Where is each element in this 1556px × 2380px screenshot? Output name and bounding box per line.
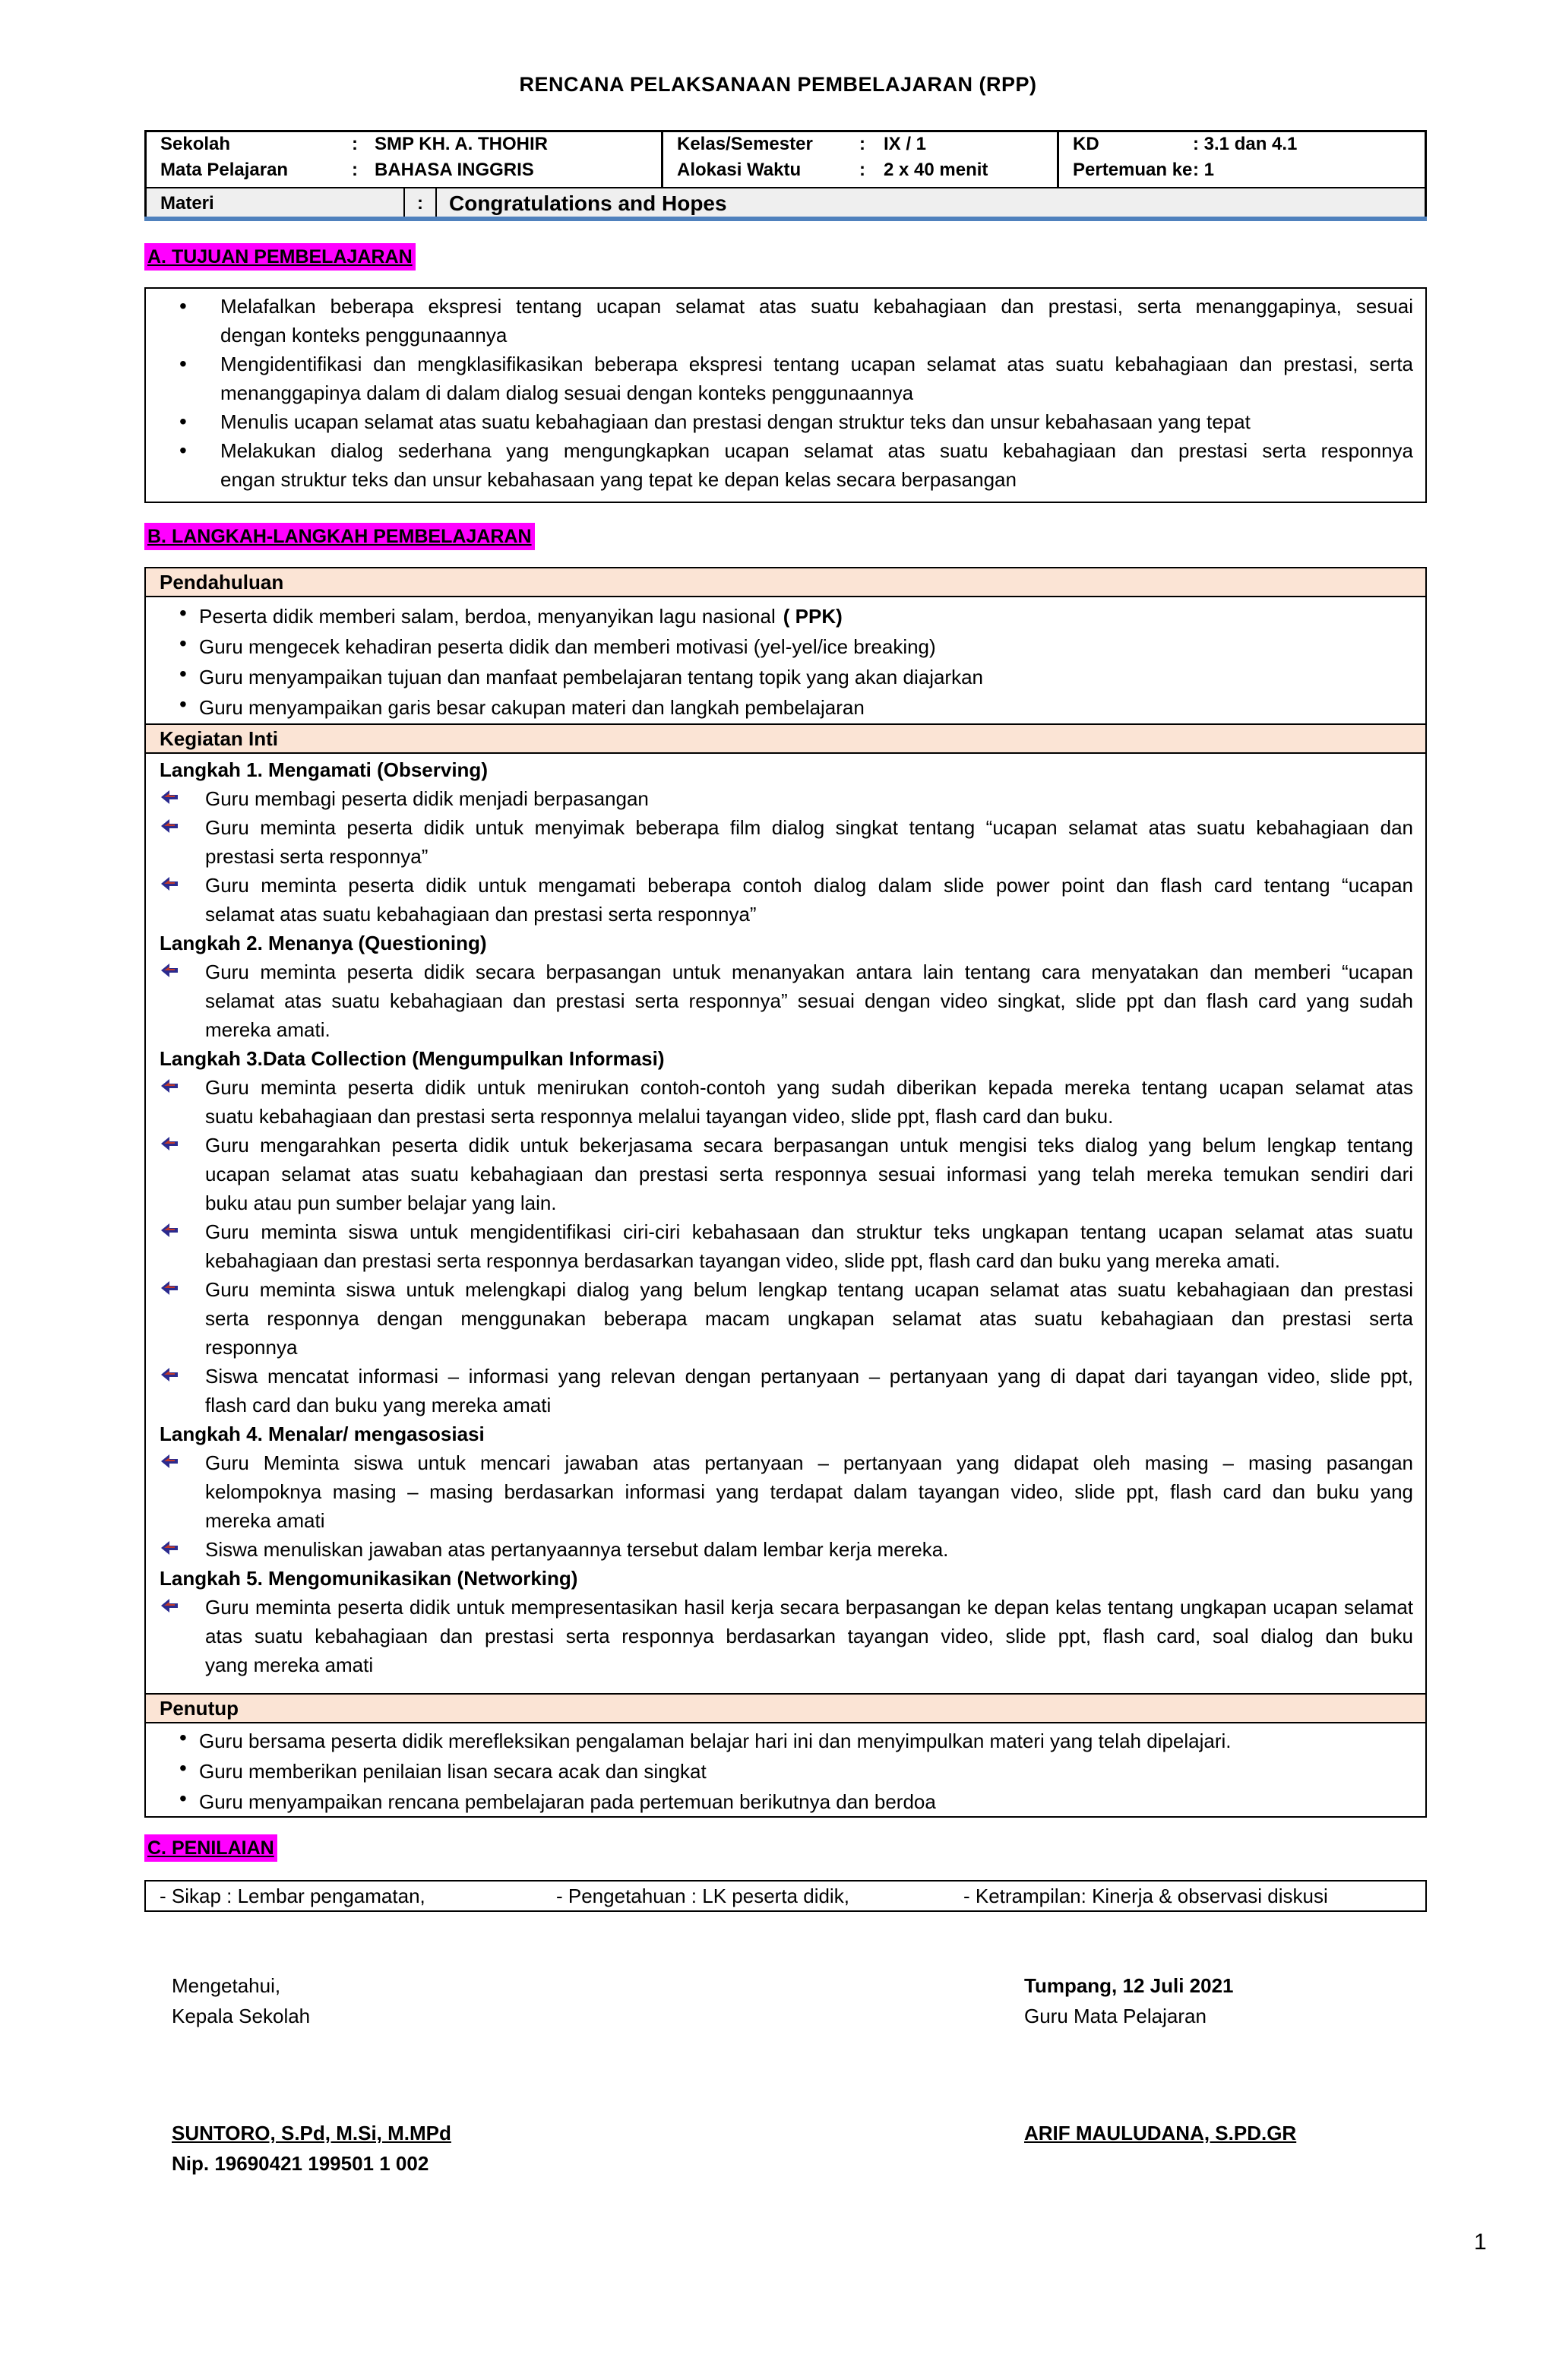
- section-a-heading: A. TUJUAN PEMBELAJARAN: [144, 243, 416, 271]
- meeting-label: Pertemuan ke: [1073, 160, 1193, 180]
- class-value: IX / 1: [884, 134, 927, 154]
- phase-pendahuluan: Pendahuluan: [144, 567, 1427, 597]
- step-item-line: Guru Meminta siswa untuk mencari jawaban atas pertanyaan – pertanyaan yang didapat oleh masing – masing pasangan: [205, 1451, 1413, 1474]
- materi-label: Materi: [160, 193, 214, 214]
- objective-2-line: menanggapinya dalam di dalam dialog sesuai dengan konteks penggunaannya: [220, 381, 914, 404]
- step-item-line: serta responnya dengan menggunakan beberapa macam ungkapan selamat atas suatu kebahagiaan dan prestasi serta: [205, 1307, 1413, 1330]
- step-item-line: selamat atas suatu kebahagiaan dan prestasi serta responnya” sesuai dengan video singkat, slide ppt dan flash card yang sudah: [205, 989, 1413, 1012]
- header-accent-bar: [144, 217, 1427, 221]
- sig-left-line1: Mengetahui,: [172, 1974, 281, 1997]
- step-title: Langkah 2. Menanya (Questioning): [160, 932, 487, 954]
- step-item-line: flash card dan buku yang mereka amati: [205, 1394, 552, 1416]
- penutup-item: Guru menyampaikan rencana pembelajaran pada pertemuan berikutnya dan berdoa: [199, 1790, 936, 1813]
- pendahuluan-bullet-icon: •: [179, 662, 187, 685]
- pendahuluan-bullet-icon: •: [179, 631, 187, 655]
- objective-4-line: Melakukan dialog sederhana yang mengungkapkan ucapan selamat atas suatu kebahagiaan dan prestasi serta responnya: [220, 439, 1413, 462]
- phase-kegiatan-inti: Kegiatan Inti: [144, 723, 1427, 754]
- step-item-line: buku atau pun sumber belajar yang lain.: [205, 1192, 557, 1214]
- step-arrow-icon: [160, 874, 179, 894]
- step-item-line: prestasi serta responnya”: [205, 845, 429, 868]
- step-item-line: selamat atas suatu kebahagiaan dan prestasi serta responnya”: [205, 903, 757, 926]
- step-arrow-icon: [160, 1451, 179, 1471]
- objective-bullet-icon: •: [179, 438, 187, 462]
- step-item-line: yang mereka amati: [205, 1654, 374, 1676]
- penutup-bullet-icon: •: [179, 1726, 187, 1749]
- assessment-ketrampilan: - Ketrampilan: Kinerja & observasi diskusi: [963, 1885, 1328, 1907]
- step-arrow-icon: [160, 1076, 179, 1096]
- objective-bullet-icon: •: [179, 352, 187, 375]
- step-arrow-icon: [160, 1365, 179, 1385]
- step-title: Langkah 3.Data Collection (Mengumpulkan Informasi): [160, 1047, 665, 1070]
- section-b-heading: B. LANGKAH-LANGKAH PEMBELAJARAN: [144, 523, 535, 550]
- school-colon: :: [352, 134, 358, 154]
- time-value: 2 x 40 menit: [884, 160, 988, 180]
- step-arrow-icon: [160, 1278, 179, 1298]
- pendahuluan-item: Peserta didik memberi salam, berdoa, menyanyikan lagu nasional ( PPK): [199, 605, 843, 628]
- materi-row: [147, 187, 1425, 219]
- step-title: Langkah 5. Mengomunikasikan (Networking): [160, 1567, 578, 1590]
- step-item-line: Siswa menuliskan jawaban atas pertanyaannya tersebut dalam lembar kerja mereka.: [205, 1538, 949, 1561]
- step-item-line: Siswa mencatat informasi – informasi yang relevan dengan pertanyaan – pertanyaan yang di dapat dari tayangan video, slide ppt,: [205, 1365, 1413, 1388]
- step-item-line: Guru meminta siswa untuk mengidentifikasi ciri-ciri kebahasaan dan struktur teks ungkapan tentang ucapan selamat atas suatu: [205, 1220, 1413, 1243]
- penutup-item: Guru memberikan penilaian lisan secara acak dan singkat: [199, 1760, 707, 1783]
- kd-value: : 3.1 dan 4.1: [1193, 134, 1298, 154]
- step-item-line: Guru meminta peserta didik untuk menirukan contoh-contoh yang sudah diberikan kepada mereka tentang ucapan selamat atas: [205, 1076, 1413, 1099]
- page-number: 1: [1474, 2230, 1487, 2255]
- objective-bullet-icon: •: [179, 294, 187, 318]
- subject-colon: :: [352, 160, 358, 180]
- step-item-line: atas suatu kebahagiaan dan prestasi serta responnya berdasarkan tayangan video, slide ppt, flash card, soal dialog dan buku: [205, 1625, 1413, 1647]
- sig-left-line2: Kepala Sekolah: [172, 2005, 311, 2027]
- pendahuluan-item: Guru mengecek kehadiran peserta didik dan memberi motivasi (yel-yel/ice breaking): [199, 635, 936, 658]
- pendahuluan-bullet-icon: •: [179, 601, 187, 625]
- sig-left-nip: Nip. 19690421 199501 1 002: [172, 2152, 429, 2175]
- meeting-value: : 1: [1193, 160, 1215, 180]
- assessment-sikap: - Sikap : Lembar pengamatan,: [160, 1885, 425, 1907]
- step-arrow-icon: [160, 816, 179, 836]
- step-item-line: Guru meminta peserta didik untuk mengamati beberapa contoh dialog dalam slide power point dan flash card tentang “ucapan: [205, 874, 1413, 897]
- header-col-class: [663, 132, 1059, 187]
- materi-value: Congratulations and Hopes: [449, 191, 727, 215]
- phase-penutup: Penutup: [144, 1693, 1427, 1723]
- header-col-school: [147, 132, 663, 187]
- step-item-line: kelompoknya masing – masing berdasarkan informasi yang terdapat dalam tayangan video, slide ppt, flash card dan buku yang: [205, 1480, 1413, 1503]
- penutup-bullet-icon: •: [179, 1787, 187, 1810]
- step-item-line: Guru meminta peserta didik secara berpasangan untuk menanyakan antara lain tentang cara menyatakan dan memberi “ucapan: [205, 961, 1413, 983]
- materi-colon: :: [417, 193, 423, 214]
- step-item-line: mereka amati.: [205, 1018, 330, 1041]
- class-colon: :: [859, 134, 865, 154]
- time-label: Alokasi Waktu: [677, 160, 802, 180]
- sig-right-name: ARIF MAULUDANA, S.PD.GR: [1024, 2122, 1297, 2144]
- sig-right-line2: Guru Mata Pelajaran: [1024, 2005, 1207, 2027]
- step-item-line: kebahagiaan dan prestasi serta responnya berdasarkan tayangan video, slide ppt, flash card dan buku yang mereka amati.: [205, 1249, 1281, 1272]
- subject-label: Mata Pelajaran: [160, 160, 289, 180]
- step-arrow-icon: [160, 1596, 179, 1616]
- step-item-line: suatu kebahagiaan dan prestasi serta responnya melalui tayangan video, slide ppt, flash card dan buku.: [205, 1105, 1114, 1128]
- time-colon: :: [859, 160, 865, 180]
- step-item-line: mereka amati: [205, 1509, 325, 1532]
- ppk-label: ( PPK): [783, 605, 843, 628]
- step-title: Langkah 1. Mengamati (Observing): [160, 758, 488, 781]
- objective-4-line: engan struktur teks dan unsur kebahasaan yang tepat ke depan kelas secara berpasangan: [220, 468, 1017, 491]
- objective-1-line: Melafalkan beberapa ekspresi tentang ucapan selamat atas suatu kebahagiaan dan prestasi, serta menanggapinya, sesuai: [220, 295, 1413, 318]
- section-c-box: [144, 1880, 1427, 1912]
- objective-1-line: dengan konteks penggunaannya: [220, 324, 508, 347]
- penutup-item: Guru bersama peserta didik merefleksikan pengalaman belajar hari ini dan menyimpulkan materi yang telah dipelajari.: [199, 1730, 1232, 1752]
- objective-3-line: Menulis ucapan selamat atas suatu kebahagiaan dan prestasi dengan struktur teks dan unsur kebahasaan yang tepat: [220, 410, 1251, 433]
- step-item-line: ucapan selamat atas suatu kebahagiaan dan prestasi serta responnya sesuai informasi yang telah mereka temukan sendiri dari: [205, 1163, 1413, 1185]
- header-col-kd: [1059, 132, 1425, 187]
- step-arrow-icon: [160, 1220, 179, 1240]
- kd-label: KD: [1073, 134, 1099, 154]
- assessment-pengetahuan: - Pengetahuan : LK peserta didik,: [556, 1885, 849, 1907]
- class-label: Kelas/Semester: [677, 134, 813, 154]
- step-item-line: Guru meminta peserta didik untuk mempresentasikan hasil kerja secara berpasangan ke depan kelas tentang ungkapan ucapan selamat: [205, 1596, 1413, 1619]
- subject-value: BAHASA INGGRIS: [375, 160, 534, 180]
- penutup-bullet-icon: •: [179, 1756, 187, 1780]
- school-value: SMP KH. A. THOHIR: [375, 134, 549, 154]
- pendahuluan-bullet-icon: •: [179, 692, 187, 716]
- step-item-line: Guru meminta peserta didik untuk menyimak beberapa film dialog singkat tentang “ucapan selamat atas suatu kebahagiaan dan: [205, 816, 1413, 839]
- step-arrow-icon: [160, 1538, 179, 1558]
- objective-2-line: Mengidentifikasi dan mengklasifikasikan beberapa ekspresi tentang ucapan selamat atas suatu kebahagiaan dan prestasi, serta: [220, 353, 1413, 375]
- objective-bullet-icon: •: [179, 410, 187, 433]
- document-title: RENCANA PELAKSANAAN PEMBELAJARAN (RPP): [519, 73, 1037, 96]
- step-item-line: Guru meminta siswa untuk melengkapi dialog yang belum lengkap tentang ucapan selamat atas suatu kebahagiaan dan prestasi: [205, 1278, 1413, 1301]
- school-label: Sekolah: [160, 134, 231, 154]
- step-item-line: Guru mengarahkan peserta didik untuk bekerjasama secara berpasangan untuk mengisi teks dialog yang belum lengkap tentang: [205, 1134, 1413, 1157]
- step-item-line: Guru membagi peserta didik menjadi berpasangan: [205, 787, 649, 810]
- step-arrow-icon: [160, 787, 179, 807]
- step-arrow-icon: [160, 961, 179, 980]
- step-arrow-icon: [160, 1134, 179, 1154]
- sig-right-line1: Tumpang, 12 Juli 2021: [1024, 1974, 1234, 1997]
- header-table: [144, 130, 1427, 221]
- pendahuluan-item: Guru menyampaikan garis besar cakupan materi dan langkah pembelajaran: [199, 696, 865, 719]
- step-title: Langkah 4. Menalar/ mengasosiasi: [160, 1423, 485, 1445]
- sig-left-name: SUNTORO, S.Pd, M.Si, M.MPd: [172, 2122, 451, 2144]
- pendahuluan-item: Guru menyampaikan tujuan dan manfaat pembelajaran tentang topik yang akan diajarkan: [199, 666, 984, 688]
- step-item-line: responnya: [205, 1336, 298, 1359]
- section-c-heading: C. PENILAIAN: [144, 1834, 277, 1862]
